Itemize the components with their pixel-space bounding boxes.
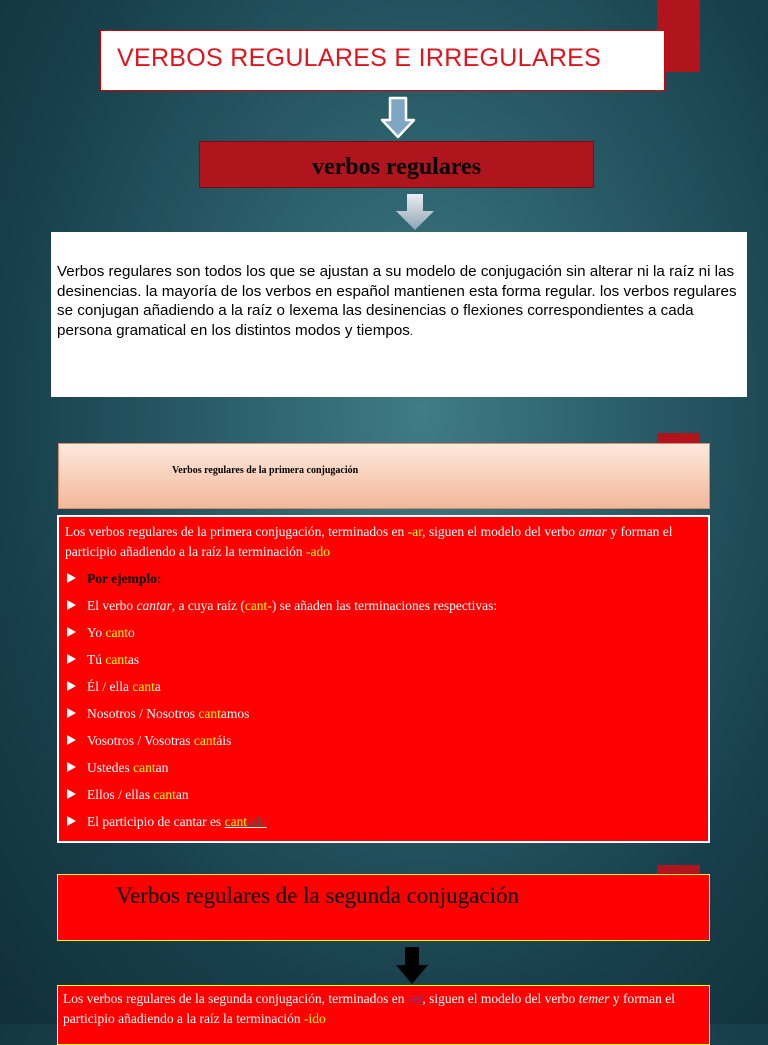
intro-participle: ido: [308, 1011, 326, 1026]
first-conjugation-intro: [65, 522, 704, 562]
conjugation-ending: an: [155, 760, 169, 775]
conjugation-root: cant: [132, 679, 155, 694]
regular-verbs-heading: verbos regulares: [199, 141, 594, 188]
participle-example: [225, 814, 267, 829]
intro-dash: -: [407, 991, 413, 1006]
conjugation-ending: o: [128, 625, 135, 640]
conjugation-ending: áis: [216, 733, 232, 748]
bullet-triangle-icon: [67, 762, 76, 772]
intro-dash: -: [306, 544, 311, 559]
intro-text: y forman el participio añadiendo a la raíz la terminación: [63, 991, 676, 1026]
down-arrow-gradient-icon: [394, 192, 436, 232]
conjugation-pronoun: Tú: [87, 652, 102, 667]
conjugation-ending: amos: [220, 706, 250, 721]
bullet-triangle-icon: [67, 816, 76, 826]
list-item: [63, 565, 704, 592]
definition-box: [51, 232, 747, 397]
intro-model-verb: amar: [578, 524, 607, 539]
conjugation-root: cant: [198, 706, 221, 721]
down-arrow-solid-icon: [394, 946, 430, 986]
conjugation-root: cant: [105, 652, 128, 667]
list-item: [63, 781, 704, 808]
bullet-triangle-icon: [67, 735, 76, 745]
participle-root: cant: [224, 814, 248, 829]
definition-period: .: [409, 325, 413, 338]
conjugation-pronoun: Ustedes: [87, 760, 130, 775]
conjugation-pronoun: Él / ella: [87, 679, 129, 694]
list-item: [63, 673, 704, 700]
intro-text: y forman el participio añadiendo a la raíz la terminación: [65, 524, 673, 559]
bullet-triangle-icon: [67, 600, 76, 610]
bullet-triangle-icon: [67, 627, 76, 637]
intro-dash: -: [304, 1011, 309, 1026]
conjugation-pronoun: Nosotros / Nosotros: [87, 706, 196, 721]
root-line-verb: cantar: [136, 598, 172, 613]
intro-ending: er: [412, 991, 423, 1006]
second-conjugation-box: [57, 985, 710, 1045]
conjugation-root: cant: [105, 625, 129, 640]
conjugation-ending: a: [154, 679, 161, 694]
bullet-triangle-icon: [67, 654, 76, 664]
down-arrow-outline-icon: [380, 96, 416, 140]
intro-text: , siguen el modelo del verbo: [422, 524, 579, 539]
conjugation-pronoun: Vosotros / Vosotras: [87, 733, 191, 748]
list-item: [63, 727, 704, 754]
intro-text: Los verbos regulares de la primera conjugación, terminados en: [65, 524, 408, 539]
example-label: Por ejemplo:: [87, 571, 162, 586]
conjugation-ending: an: [175, 787, 189, 802]
intro-text: , siguen el modelo del verbo: [422, 991, 579, 1006]
root-line-text: ) se añaden las terminaciones respectivas:: [271, 598, 498, 613]
intro-dash: -: [407, 524, 413, 539]
second-conjugation-heading: Verbos regulares de la segunda conjugación: [57, 874, 710, 941]
participle-ending: ado: [247, 814, 267, 829]
bullet-triangle-icon: [67, 708, 76, 718]
definition-text: Verbos regulares son todos los que se ajustan a su modelo de conjugación sin alterar ni la raíz ni las desinencias. la mayoría de los verbos en español mantienen esta forma regular. los verbos regulares se conjugan añadiendo a la raíz o lexema las desinencias o flexiones correspondientes a cada persona gramatical en los distintos modos y tiempos: [57, 263, 737, 339]
bullet-triangle-icon: [67, 573, 76, 583]
root-line-text: , a cuya raíz (: [171, 598, 245, 613]
list-item: [63, 619, 704, 646]
list-item: [63, 646, 704, 673]
intro-text: Los verbos regulares de la segunda conjugación, terminados en: [63, 991, 408, 1006]
first-conjugation-box: [57, 515, 710, 843]
list-item: [63, 754, 704, 781]
conjugation-root: cant: [153, 787, 176, 802]
conjugation-pronoun: Yo: [87, 625, 103, 640]
participle-line-text: El participio de cantar es: [87, 814, 225, 829]
conjugation-root: cant: [193, 733, 217, 748]
intro-model-verb: temer: [578, 991, 610, 1006]
conjugation-pronoun: Ellos / ellas: [87, 787, 150, 802]
root-line-root: cant-: [244, 598, 272, 613]
conjugation-root: cant: [133, 760, 156, 775]
conjugation-list: [63, 565, 704, 835]
root-line-text: El verbo: [87, 598, 137, 613]
list-item: [63, 808, 704, 835]
intro-participle: ado: [310, 544, 331, 559]
bullet-triangle-icon: [67, 681, 76, 691]
list-item: [63, 592, 704, 619]
list-item: [63, 700, 704, 727]
intro-ending: ar: [412, 524, 423, 539]
first-conjugation-heading: Verbos regulares de la primera conjugación: [58, 443, 710, 509]
page-title: VERBOS REGULARES E IRREGULARES: [100, 30, 665, 91]
bullet-triangle-icon: [67, 789, 76, 799]
conjugation-ending: as: [127, 652, 140, 667]
